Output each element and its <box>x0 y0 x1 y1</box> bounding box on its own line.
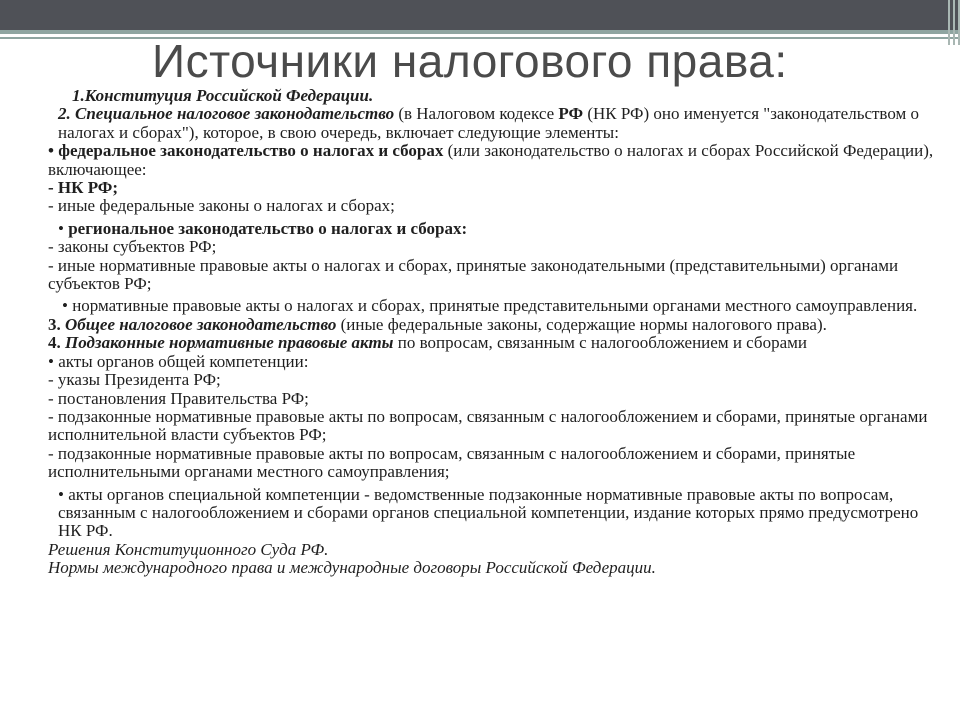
list-item-nk-rf: - НК РФ; <box>48 178 119 198</box>
item-4: 4. Подзаконные нормативные правовые акты по вопросам, связанным с налогообложением и сборами <box>48 333 807 353</box>
list-item-regional-acts: - иные нормативные правовые акты о налогах и сборах, принятые законодательными (представительными) органами субъектов РФ; <box>48 255 899 294</box>
general-competence: • акты органов общей компетенции: <box>48 351 309 371</box>
international-law: Нормы международного права и международные договоры Российской Федерации. <box>48 558 656 578</box>
list-item-local-executive-acts: - подзаконные нормативные правовые акты по вопросам, связанным с налогообложением и сборами, принятые исполнительными органами местного самоуправления; <box>48 443 856 482</box>
item-2: 2. Специальное налоговое законодательство (в Налоговом кодексе РФ (НК РФ) оно именуется "законодательством о налогах и сборах"), которое, в свою очередь, включает следующие элементы: <box>58 104 920 142</box>
header-bar <box>0 0 960 30</box>
list-item-regional-laws: - законы субъектов РФ; <box>48 237 217 257</box>
local-acts: • нормативные правовые акты о налогах и сборах, принятые представительными органами местного самоуправления. <box>62 296 918 316</box>
federal-legislation: • федеральное законодательство о налогах и сборах (или законодательство о налогах и сборах Российской Федерации), включающее: <box>48 141 934 179</box>
item-1: 1.Конституция Российской Федерации. <box>72 86 374 105</box>
list-item-president-decrees: - указы Президента РФ; <box>48 370 221 390</box>
regional-legislation: • региональное законодательство о налогах и сборах: <box>58 218 468 238</box>
list-item-other-federal-laws: - иные федеральные законы о налогах и сборах; <box>48 196 395 216</box>
list-item-regional-executive-acts: - подзаконные нормативные правовые акты по вопросам, связанным с налогообложением и сборами, принятые органами исполнительной власти субъектов РФ; <box>48 406 928 445</box>
list-item-government-resolutions: - постановления Правительства РФ; <box>48 388 309 408</box>
slide-title: Источники налогового права: <box>152 35 788 87</box>
constitutional-court: Решения Конституционного Суда РФ. <box>48 539 329 559</box>
special-competence: • акты органов специальной компетенции - ведомственные подзаконные нормативные правовые акты по вопросам, связанным с налогообложением и сборами органов специальной компетенции, издание которых прямо предусмотрено НК РФ. <box>58 484 919 541</box>
item-3: 3. Общее налоговое законодательство (иные федеральные законы, содержащие нормы налогового права). <box>48 314 827 334</box>
slide-body <box>48 87 943 578</box>
